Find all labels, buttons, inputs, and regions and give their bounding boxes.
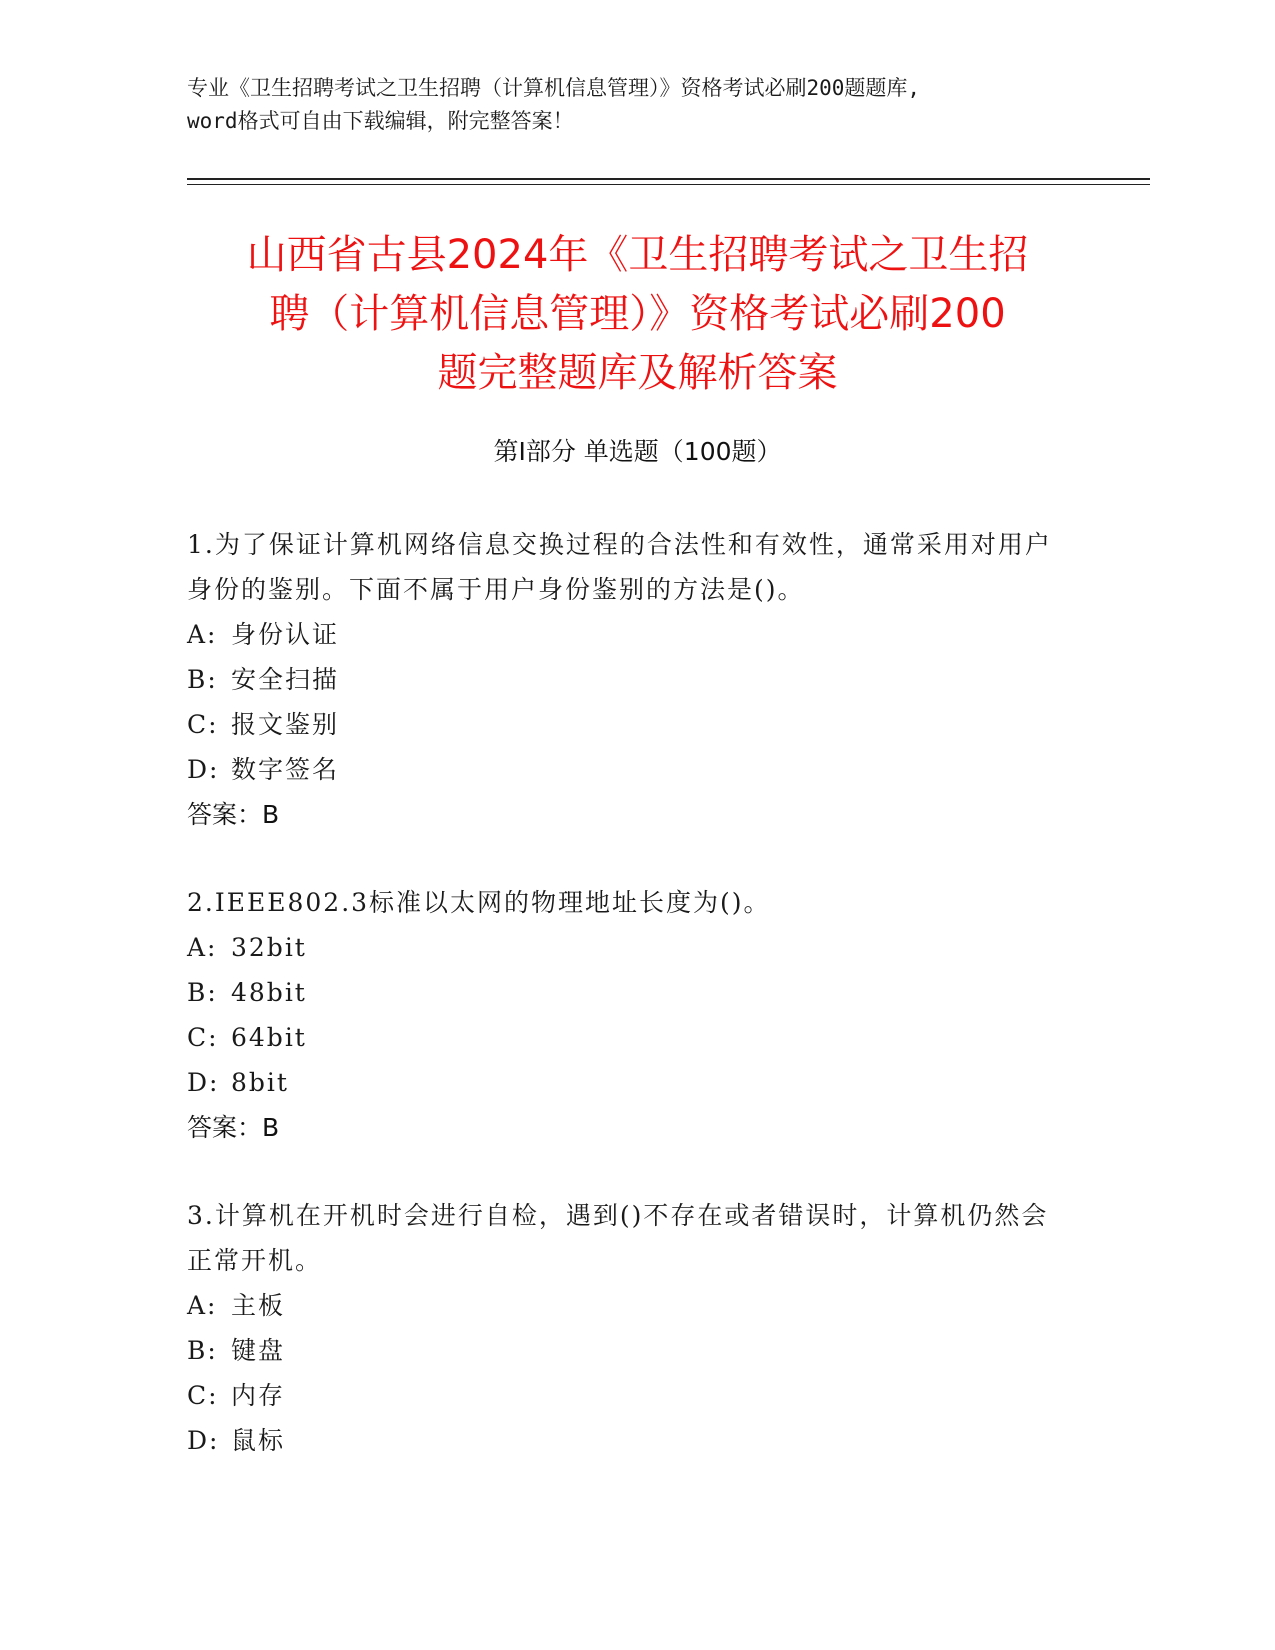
- question-1: [187, 522, 1067, 837]
- option-c: [187, 1373, 1067, 1418]
- document-title: [180, 226, 1095, 403]
- document-title-line-1: 山西省古县2024年《卫生招聘考试之卫生招: [246, 232, 1029, 278]
- header-note: [187, 72, 1107, 138]
- option-key: B:: [187, 978, 218, 1007]
- option-text: 鼠标: [231, 1426, 286, 1455]
- option-c: [187, 1015, 1067, 1060]
- option-key: C:: [187, 1381, 219, 1410]
- option-b: [187, 1328, 1067, 1373]
- answer-label: 答案：B: [187, 1113, 280, 1142]
- option-b: [187, 970, 1067, 1015]
- option-text: 内存: [231, 1381, 286, 1410]
- document-title-line-3: 题完整题库及解析答案: [437, 350, 838, 396]
- option-text: 主板: [231, 1291, 286, 1320]
- option-key: A:: [187, 1291, 218, 1320]
- option-key: C:: [187, 1023, 219, 1052]
- option-text: 身份认证: [231, 620, 340, 649]
- option-d: [187, 1418, 1067, 1463]
- option-a: [187, 1283, 1067, 1328]
- question-2: [187, 880, 1067, 1150]
- section-heading: 第Ⅰ部分 单选题（100题）: [493, 437, 782, 466]
- option-text: 数字签名: [231, 755, 340, 784]
- option-key: D:: [187, 1426, 220, 1455]
- option-text: 48bit: [231, 978, 307, 1007]
- option-key: D:: [187, 755, 220, 784]
- question-list: [187, 522, 1067, 1506]
- option-key: D:: [187, 1068, 220, 1097]
- header-divider-thick: [187, 178, 1150, 180]
- question-stem: 1.为了保证计算机网络信息交换过程的合法性和有效性，通常采用对用户身份的鉴别。下面不属于用户身份鉴别的方法是()。: [187, 530, 1052, 604]
- question-stem: 3.计算机在开机时会进行自检，遇到()不存在或者错误时，计算机仍然会正常开机。: [187, 1201, 1049, 1275]
- option-text: 32bit: [231, 933, 307, 962]
- option-text: 报文鉴别: [231, 710, 340, 739]
- option-text: 键盘: [231, 1336, 286, 1365]
- option-c: [187, 702, 1067, 747]
- option-key: B:: [187, 1336, 218, 1365]
- option-text: 8bit: [231, 1068, 289, 1097]
- header-note-line-2: word格式可自由下载编辑，附完整答案！: [187, 109, 574, 133]
- option-d: [187, 1060, 1067, 1105]
- option-a: [187, 925, 1067, 970]
- option-key: B:: [187, 665, 218, 694]
- document-title-line-2: 聘（计算机信息管理）》资格考试必刷200: [269, 291, 1006, 337]
- header-note-line-1: 专业《卫生招聘考试之卫生招聘（计算机信息管理）》资格考试必刷200题题库,: [187, 76, 921, 100]
- option-text: 安全扫描: [231, 665, 340, 694]
- option-d: [187, 747, 1067, 792]
- question-stem: 2.IEEE802.3标准以太网的物理地址长度为()。: [187, 888, 771, 917]
- question-3: [187, 1193, 1067, 1463]
- option-key: A:: [187, 933, 218, 962]
- option-a: [187, 612, 1067, 657]
- option-key: A:: [187, 620, 218, 649]
- option-key: C:: [187, 710, 219, 739]
- answer-label: 答案：B: [187, 800, 280, 829]
- header-divider-thin: [187, 184, 1150, 185]
- option-text: 64bit: [231, 1023, 307, 1052]
- option-b: [187, 657, 1067, 702]
